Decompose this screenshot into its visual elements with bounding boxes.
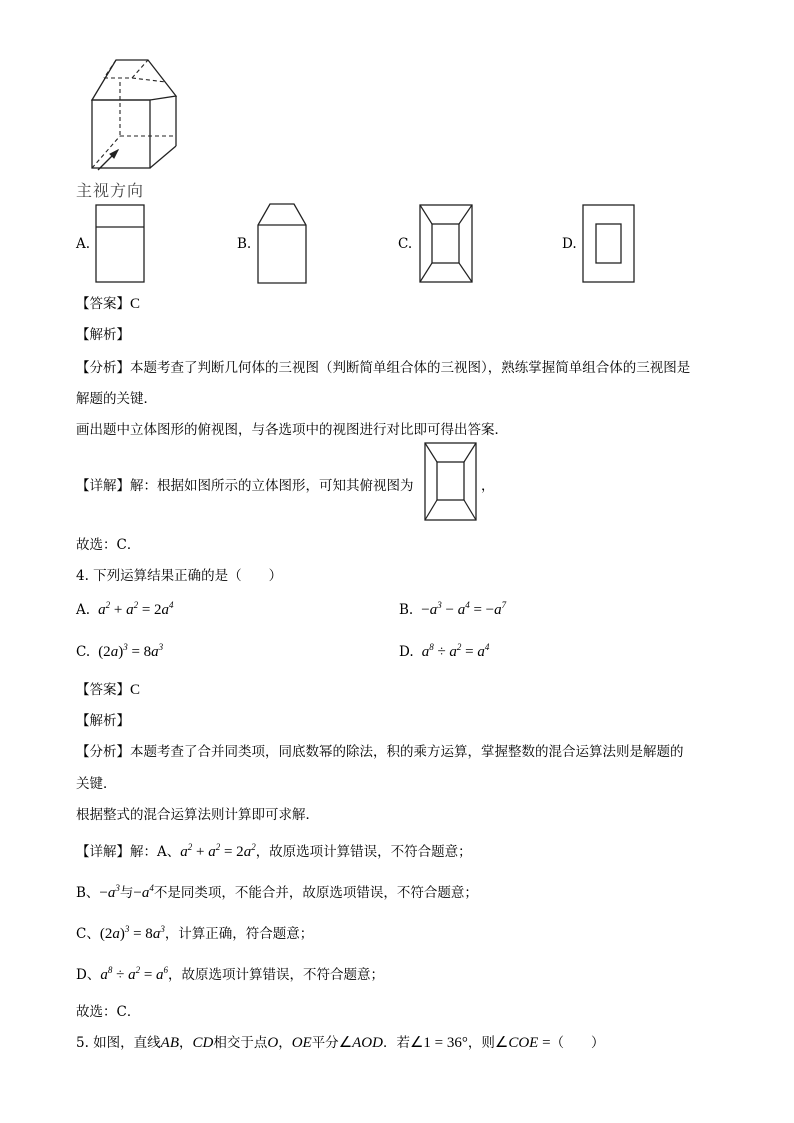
- q4-option-d-expr: $a^8 \div a^2 = a^4$: [417, 642, 490, 660]
- q5-line-cd: CD: [192, 1035, 214, 1051]
- q4-answer-line: [76, 678, 140, 699]
- option-b-figure: [257, 203, 309, 285]
- q4-option-a-label: A.: [76, 602, 91, 618]
- option-c-label: C.: [398, 236, 413, 252]
- q4-option-a-expr: $a^2 + a^2 = 2a^4$: [94, 600, 174, 618]
- q4-stem: 4. 下列运算结果正确的是（ ）: [76, 568, 283, 584]
- option-b-label: B.: [237, 236, 252, 252]
- detail-d-suffix: ，故原选项计算错误，不符合题意；: [168, 967, 385, 983]
- q4-detail-c: [76, 922, 313, 943]
- q4-option-d-label: D.: [399, 644, 414, 660]
- q4-option-b: [399, 600, 506, 619]
- q5-stem-part: 相交于点: [213, 1035, 268, 1051]
- detail-b-expr1: $-a^3$: [99, 883, 120, 901]
- q5-ray-oe: OE: [291, 1035, 312, 1051]
- q4-conclusion: 故选：C．: [76, 1004, 141, 1020]
- q5-stem-part: ，则: [467, 1035, 495, 1051]
- q5-stem-part: （ ）: [550, 1035, 605, 1051]
- q3-answer-line: [76, 292, 140, 313]
- q4-detail-d: [76, 963, 384, 984]
- answer-tag: 【答案】: [76, 682, 130, 698]
- q5-angle-aod: ∠AOD: [338, 1035, 383, 1051]
- q4-option-d: [399, 642, 489, 661]
- detail-b-prefix: B、: [76, 885, 100, 901]
- direction-label: 主视方向: [76, 181, 145, 200]
- q3-method: 画出题中立体图形的俯视图，与各选项中的视图进行对比即可得出答案．: [76, 422, 508, 438]
- q5-stem-part: ，: [278, 1035, 292, 1051]
- detail-b-suffix: 不是同类项，不能合并，故原选项错误，不符合题意；: [153, 885, 478, 901]
- q4-detail-a: [76, 840, 472, 861]
- fenxi-text: 本题考查了判断几何体的三视图（判断简单组合体的三视图），熟练掌握简单组合体的三视图是: [130, 360, 691, 376]
- q3-analysis-tag: 【解析】: [76, 327, 130, 343]
- detail-a-prefix: 解：A、: [130, 844, 181, 860]
- detail-c-suffix: ，计算正确，符合题意；: [164, 926, 314, 942]
- fenxi-text: 本题考查了合并同类项，同底数幂的除法，积的乘方运算，掌握整数的混合运算法则是解题的: [130, 744, 684, 760]
- option-a-label: A.: [76, 236, 91, 252]
- answer-value: C: [130, 296, 141, 312]
- answer-tag: 【答案】: [76, 296, 130, 312]
- q4-detail-b: [76, 881, 478, 902]
- q5-stem-part: ，: [179, 1035, 193, 1051]
- q4-analysis-tag: 【解析】: [76, 713, 130, 729]
- detail-a-expr: $a^2 + a^2 = 2a^2$: [180, 842, 256, 860]
- q5-angle-1: ∠1 = 36°: [409, 1035, 468, 1051]
- detail-tag: 【详解】: [76, 478, 130, 494]
- option-c-figure: [419, 204, 473, 284]
- q5-point-o: O: [267, 1035, 279, 1051]
- detail-d-expr: $a^8 \div a^2 = a^6$: [100, 965, 169, 983]
- q4-method: 根据整式的混合运算法则计算即可求解．: [76, 807, 319, 823]
- q4-option-c: [76, 642, 163, 661]
- detail-c-prefix: C、: [76, 926, 100, 942]
- q4-option-b-label: B.: [399, 602, 414, 618]
- q3-fenxi-line1: [76, 356, 690, 376]
- top-view-figure: [424, 442, 478, 522]
- q5-stem-part: ．若: [382, 1035, 410, 1051]
- detail-a-suffix: ，故原选项计算错误，不符合题意；: [255, 844, 472, 860]
- q5-angle-coe: ∠COE =: [494, 1035, 551, 1051]
- solid-figure: [88, 58, 188, 173]
- q3-detail: [76, 474, 414, 494]
- detail-c-expr: $(2a)^3 = 8a^3$: [99, 924, 165, 942]
- detail-text: 解：根据如图所示的立体图形，可知其俯视图为: [130, 478, 414, 494]
- q5-line-ab: AB: [160, 1035, 179, 1051]
- fenxi-tag: 【分析】: [76, 744, 130, 760]
- option-d-label: D.: [562, 236, 577, 252]
- answer-value: C: [130, 682, 141, 698]
- q4-fenxi-line2: 关键．: [76, 776, 117, 792]
- q4-option-b-expr: $-a^3 - a^4 = -a^7$: [421, 600, 507, 618]
- detail-d-prefix: D、: [76, 967, 101, 983]
- q4-option-a: [76, 600, 174, 619]
- q4-fenxi-line1: [76, 740, 684, 760]
- q4-option-c-expr: $(2a)^3 = 8a^3$: [98, 642, 164, 660]
- q3-fenxi-line2: 解题的关键．: [76, 391, 157, 407]
- q5-stem-part: 平分: [311, 1035, 339, 1051]
- option-a-figure: [95, 204, 147, 284]
- detail-b-expr2: $-a^4$: [133, 883, 154, 901]
- q5-stem: [76, 1031, 605, 1052]
- q3-conclusion: 故选：C．: [76, 537, 141, 553]
- q4-option-c-label: C.: [76, 644, 91, 660]
- detail-tag: 【详解】: [76, 844, 130, 860]
- q5-stem-part: 5. 如图，直线: [76, 1035, 161, 1051]
- option-d-figure: [582, 204, 636, 284]
- q3-detail-end: ，: [481, 478, 495, 494]
- detail-b-mid: 与: [119, 885, 134, 901]
- fenxi-tag: 【分析】: [76, 360, 130, 376]
